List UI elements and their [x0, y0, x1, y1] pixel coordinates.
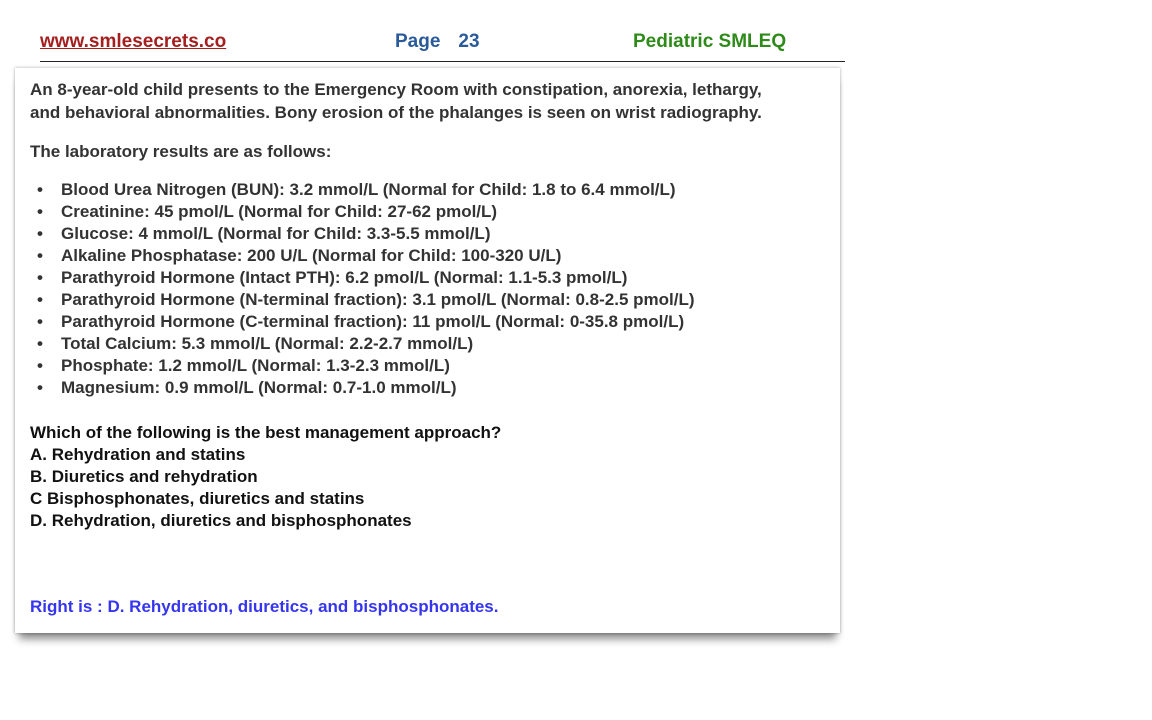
- header-divider: [40, 61, 845, 62]
- lab-result-item: [37, 201, 695, 223]
- lab-result-item: [37, 377, 695, 399]
- option-a: A. Rehydration and statins: [30, 445, 246, 464]
- lab-result-item: [37, 355, 695, 377]
- lab-result-text: Creatinine: 45 pmol/L (Normal for Child: 27-62 pmol/L): [61, 202, 498, 221]
- bullet-icon: •: [37, 268, 43, 287]
- labs-intro: The laboratory results are as follows:: [30, 142, 332, 161]
- lab-result-text: Alkaline Phosphatase: 200 U/L (Normal for Child: 100-320 U/L): [61, 246, 562, 265]
- lab-result-text: Parathyroid Hormone (C-terminal fraction): 11 pmol/L (Normal: 0-35.8 pmol/L): [61, 312, 685, 331]
- bullet-icon: •: [37, 334, 43, 353]
- question-card: [15, 68, 840, 633]
- answer-text: Right is : D. Rehydration, diuretics, and bisphosphonates.: [30, 597, 499, 616]
- lab-result-item: [37, 311, 695, 333]
- lab-result-text: Blood Urea Nitrogen (BUN): 3.2 mmol/L (Normal for Child: 1.8 to 6.4 mmol/L): [61, 180, 676, 199]
- site-link[interactable]: www.smlesecrets.co: [40, 31, 227, 52]
- stem-line: and behavioral abnormalities. Bony erosion of the phalanges is seen on wrist radiography.: [30, 103, 762, 122]
- bullet-icon: •: [37, 246, 43, 265]
- question-text: Which of the following is the best management approach?: [30, 423, 502, 442]
- lab-result-text: Glucose: 4 mmol/L (Normal for Child: 3.3-5.5 mmol/L): [61, 224, 491, 243]
- lab-result-item: [37, 333, 695, 355]
- lab-result-item: [37, 267, 695, 289]
- lab-result-text: Parathyroid Hormone (Intact PTH): 6.2 pmol/L (Normal: 1.1-5.3 pmol/L): [61, 268, 628, 287]
- option-c: C Bisphosphonates, diuretics and statins: [30, 489, 365, 508]
- lab-result-item: [37, 245, 695, 267]
- bullet-icon: •: [37, 290, 43, 309]
- page-value: 23: [458, 31, 480, 52]
- bullet-icon: •: [37, 224, 43, 243]
- lab-results-list: [37, 179, 695, 399]
- lab-result-item: [37, 179, 695, 201]
- option-d: D. Rehydration, diuretics and bisphosphonates: [30, 511, 412, 530]
- bullet-icon: •: [37, 312, 43, 331]
- lab-result-text: Parathyroid Hormone (N-terminal fraction): 3.1 pmol/L (Normal: 0.8-2.5 pmol/L): [61, 290, 695, 309]
- subject-title: Pediatric SMLEQ: [633, 31, 787, 52]
- lab-result-item: [37, 289, 695, 311]
- stem-line: An 8-year-old child presents to the Emergency Room with constipation, anorexia, lethargy,: [30, 80, 762, 99]
- page-label: Page: [395, 31, 441, 52]
- question-stem: [30, 78, 762, 124]
- question-block: [30, 422, 501, 532]
- lab-result-text: Phosphate: 1.2 mmol/L (Normal: 1.3-2.3 mmol/L): [61, 356, 450, 375]
- lab-result-text: Magnesium: 0.9 mmol/L (Normal: 0.7-1.0 mmol/L): [61, 378, 457, 397]
- option-b: B. Diuretics and rehydration: [30, 467, 258, 486]
- page-number: [395, 31, 480, 53]
- bullet-icon: •: [37, 202, 43, 221]
- bullet-icon: •: [37, 356, 43, 375]
- lab-result-text: Total Calcium: 5.3 mmol/L (Normal: 2.2-2.7 mmol/L): [61, 334, 474, 353]
- bullet-icon: •: [37, 378, 43, 397]
- lab-result-item: [37, 223, 695, 245]
- bullet-icon: •: [37, 180, 43, 199]
